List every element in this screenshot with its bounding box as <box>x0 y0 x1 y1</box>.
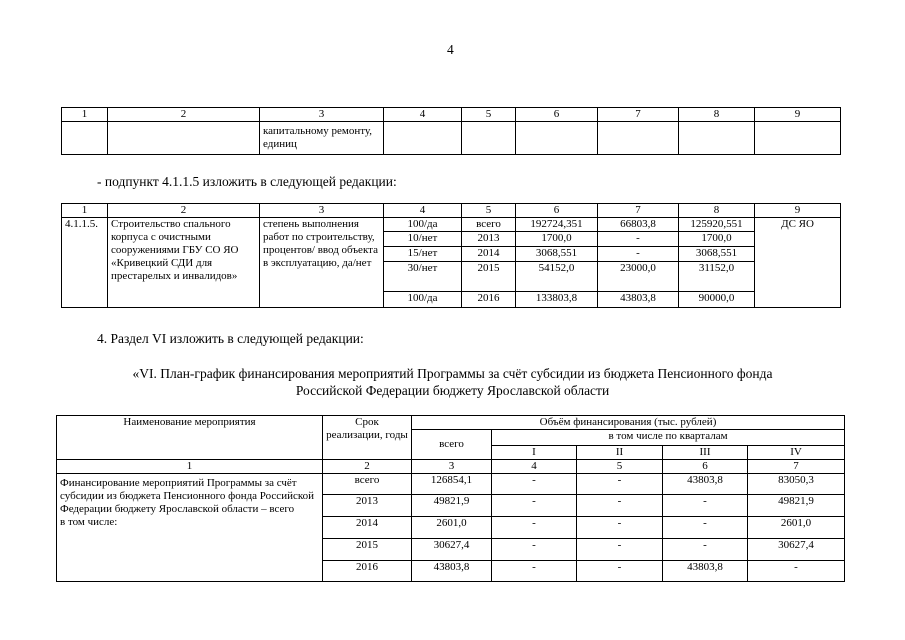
activity-name-text: Финансирование мероприятий Программы за счёт субсидии из бюджета Пенсионного фонда Российской Федерации бюджету Ярославской области – всего <box>60 477 315 515</box>
header-cell: 1 <box>62 204 108 218</box>
table-cell: - <box>748 561 845 582</box>
table-cell: 3068,551 <box>679 247 755 262</box>
table-cell: - <box>492 495 577 517</box>
table-number-row <box>57 460 845 474</box>
header-cell: 3 <box>260 204 384 218</box>
header-cell: 4 <box>384 108 462 122</box>
table-cell <box>108 122 260 155</box>
table-cell: всего <box>323 474 412 495</box>
header-quarters: в том числе по кварталам <box>492 430 845 446</box>
table-cell: 2015 <box>323 539 412 561</box>
table-cell <box>755 122 841 155</box>
header-quarter: III <box>663 446 748 460</box>
section-title-line2: Российской Федерации бюджету Ярославской области <box>295 383 610 398</box>
table-cell: 192724,351 <box>516 218 598 232</box>
header-cell: 3 <box>260 108 384 122</box>
table-cell: 2013 <box>323 495 412 517</box>
item-executor: ДС ЯО <box>755 218 841 308</box>
table-cell: - <box>663 539 748 561</box>
table-cell: - <box>598 247 679 262</box>
table-cell: капитальному ремонту, единиц <box>260 122 384 155</box>
header-cell: 6 <box>516 108 598 122</box>
column-number: 6 <box>663 460 748 474</box>
table-cell: 23000,0 <box>598 262 679 292</box>
table-cell: - <box>577 539 663 561</box>
table-cell: 1700,0 <box>679 232 755 247</box>
table-cell <box>516 122 598 155</box>
table-header-row <box>57 416 845 430</box>
table-cell: 1700,0 <box>516 232 598 247</box>
table-cell: - <box>492 474 577 495</box>
table-cell: 2014 <box>323 517 412 539</box>
table-cell <box>679 122 755 155</box>
section-instruction: 4. Раздел VI изложить в следующей редакции: <box>97 331 364 346</box>
table-cell: 30/нет <box>384 262 462 292</box>
header-cell: 2 <box>108 108 260 122</box>
table-continuation <box>61 107 841 155</box>
table-row <box>62 122 841 155</box>
table-cell: - <box>492 561 577 582</box>
header-volume: Объём финансирования (тыс. рублей) <box>412 416 845 430</box>
header-cell: 1 <box>62 108 108 122</box>
table-cell: - <box>492 539 577 561</box>
table-cell: 125920,551 <box>679 218 755 232</box>
column-number: 4 <box>492 460 577 474</box>
column-number: 7 <box>748 460 845 474</box>
table-cell: 2601,0 <box>412 517 492 539</box>
financing-schedule-table <box>56 415 845 582</box>
header-total: всего <box>412 430 492 460</box>
column-number: 2 <box>323 460 412 474</box>
table-cell: - <box>492 517 577 539</box>
table-cell: 31152,0 <box>679 262 755 292</box>
item-name: Строительство спального корпуса с очистными сооружениями ГБУ СО ЯО «Кривецкий СДИ для престарелых и инвалидов» <box>108 218 260 308</box>
table-subitem <box>61 203 841 308</box>
table-cell: 43803,8 <box>663 561 748 582</box>
column-number: 1 <box>57 460 323 474</box>
table-cell: 126854,1 <box>412 474 492 495</box>
table-cell: - <box>577 474 663 495</box>
table-cell: - <box>598 232 679 247</box>
header-cell: 5 <box>462 108 516 122</box>
page-number: 4 <box>447 42 454 57</box>
table-cell: 3068,551 <box>516 247 598 262</box>
activity-name-suffix: в том числе: <box>60 516 118 528</box>
table-cell: 10/нет <box>384 232 462 247</box>
header-cell: 6 <box>516 204 598 218</box>
table-cell: 66803,8 <box>598 218 679 232</box>
table-cell: 83050,3 <box>748 474 845 495</box>
table-row <box>57 474 845 495</box>
table-cell: 90000,0 <box>679 292 755 308</box>
table-cell: 2016 <box>462 292 516 308</box>
table-cell: 43803,8 <box>598 292 679 308</box>
activity-name <box>57 474 323 582</box>
table-cell: всего <box>462 218 516 232</box>
table-cell: 2015 <box>462 262 516 292</box>
header-cell: 7 <box>598 204 679 218</box>
item-indicator: степень выполнения работ по строительству, процентов/ ввод объекта в эксплуатацию, да/нет <box>260 218 384 308</box>
table-header-row <box>62 108 841 122</box>
header-quarter: I <box>492 446 577 460</box>
header-cell: 2 <box>108 204 260 218</box>
header-name: Наименование мероприятия <box>57 416 323 460</box>
item-code: 4.1.1.5. <box>62 218 108 308</box>
table-cell: 43803,8 <box>663 474 748 495</box>
table-cell: 30627,4 <box>748 539 845 561</box>
table-cell: 15/нет <box>384 247 462 262</box>
header-cell: 4 <box>384 204 462 218</box>
table-cell: 2014 <box>462 247 516 262</box>
table-cell: - <box>577 495 663 517</box>
header-cell: 9 <box>755 108 841 122</box>
header-cell: 7 <box>598 108 679 122</box>
table-cell: 133803,8 <box>516 292 598 308</box>
section-title-line1: «VI. План-график финансирования мероприятий Программы за счёт субсидии из бюджета Пенсионного фонда <box>132 366 773 381</box>
table-cell: - <box>663 517 748 539</box>
table-cell: 49821,9 <box>748 495 845 517</box>
header-quarter: IV <box>748 446 845 460</box>
header-cell: 9 <box>755 204 841 218</box>
column-number: 5 <box>577 460 663 474</box>
header-term: Срок реализации, годы <box>323 416 412 460</box>
table-cell <box>462 122 516 155</box>
header-cell: 5 <box>462 204 516 218</box>
header-cell: 8 <box>679 204 755 218</box>
table-cell: 2016 <box>323 561 412 582</box>
table-cell: 54152,0 <box>516 262 598 292</box>
instruction-paragraph: - подпункт 4.1.1.5 изложить в следующей редакции: <box>97 174 397 189</box>
header-quarter: II <box>577 446 663 460</box>
table-header-row <box>62 204 841 218</box>
table-row <box>62 218 841 232</box>
table-cell: - <box>577 517 663 539</box>
table-cell: - <box>663 495 748 517</box>
column-number: 3 <box>412 460 492 474</box>
table-cell: 2013 <box>462 232 516 247</box>
table-cell <box>62 122 108 155</box>
table-cell: 43803,8 <box>412 561 492 582</box>
table-cell: 2601,0 <box>748 517 845 539</box>
table-cell <box>384 122 462 155</box>
table-cell: 49821,9 <box>412 495 492 517</box>
header-cell: 8 <box>679 108 755 122</box>
table-cell: 30627,4 <box>412 539 492 561</box>
table-cell: - <box>577 561 663 582</box>
table-cell: 100/да <box>384 218 462 232</box>
table-cell <box>598 122 679 155</box>
table-cell: 100/да <box>384 292 462 308</box>
